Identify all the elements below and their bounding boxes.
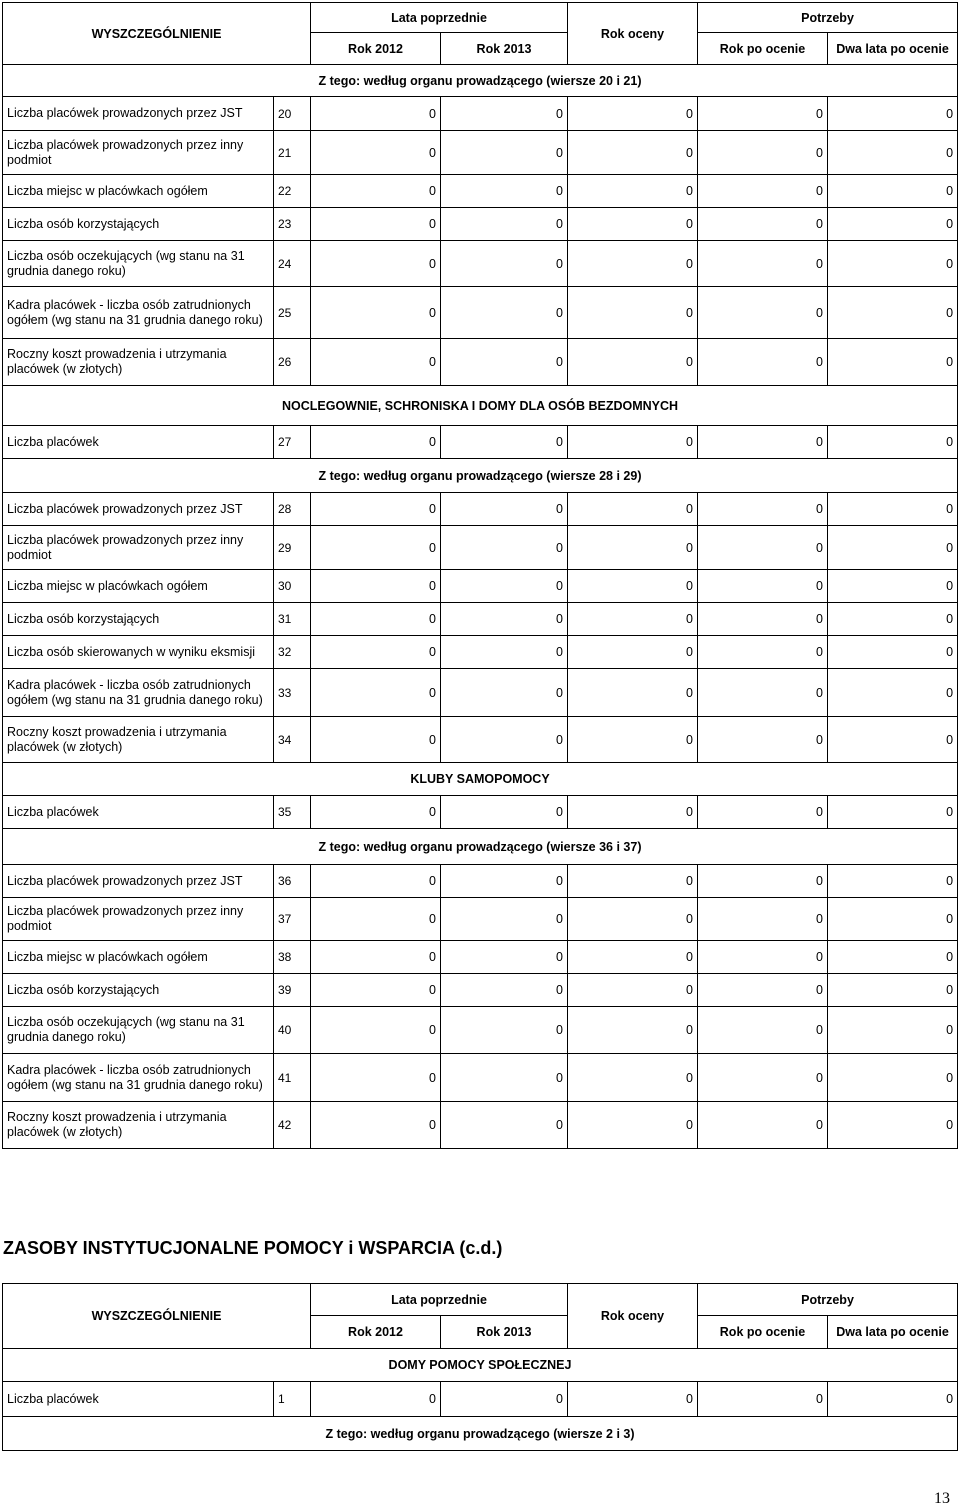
- section-heading: Z tego: według organu prowadzącego (wiersze 2 i 3): [3, 1417, 958, 1451]
- value-cell: 0: [568, 241, 698, 287]
- section-heading: Z tego: według organu prowadzącego (wiersze 36 i 37): [3, 829, 958, 865]
- value-cell: 0: [828, 1007, 958, 1054]
- value-cell: 0: [568, 1382, 698, 1417]
- value-cell: 0: [568, 131, 698, 175]
- value-cell: 0: [568, 287, 698, 339]
- table-row: [3, 717, 958, 763]
- value-cell: 0: [311, 570, 441, 603]
- row-label: Liczba placówek prowadzonych przez JST: [3, 865, 274, 898]
- value-cell: 0: [828, 526, 958, 570]
- value-cell: 0: [698, 1007, 828, 1054]
- row-number: 22: [274, 175, 311, 208]
- value-cell: 0: [698, 603, 828, 636]
- table-body: [3, 65, 958, 1149]
- table-row: [3, 1007, 958, 1054]
- value-cell: 0: [828, 175, 958, 208]
- value-cell: 0: [311, 1382, 441, 1417]
- value-cell: 0: [441, 241, 568, 287]
- value-cell: 0: [311, 175, 441, 208]
- table-row: [3, 1382, 958, 1417]
- header-rok-2013: Rok 2013: [441, 1316, 568, 1349]
- value-cell: 0: [441, 898, 568, 941]
- table-row: [3, 526, 958, 570]
- row-number: 25: [274, 287, 311, 339]
- table-row: [3, 208, 958, 241]
- value-cell: 0: [311, 1007, 441, 1054]
- resources-table-2: [2, 1283, 958, 1451]
- value-cell: 0: [568, 426, 698, 459]
- row-label: Liczba placówek prowadzonych przez JST: [3, 97, 274, 131]
- section-row: [3, 386, 958, 426]
- table-row: [3, 1054, 958, 1102]
- header-dwa-lata-po-ocenie: Dwa lata po ocenie: [828, 33, 958, 65]
- value-cell: 0: [441, 1102, 568, 1149]
- value-cell: 0: [441, 493, 568, 526]
- row-number: 39: [274, 974, 311, 1007]
- row-number: 40: [274, 1007, 311, 1054]
- header-rok-2012: Rok 2012: [311, 33, 441, 65]
- header-rok-po-ocenie: Rok po ocenie: [698, 1316, 828, 1349]
- value-cell: 0: [698, 493, 828, 526]
- row-number: 20: [274, 97, 311, 131]
- value-cell: 0: [828, 287, 958, 339]
- section-row: [3, 1417, 958, 1451]
- value-cell: 0: [698, 208, 828, 241]
- section-title: ZASOBY INSTYTUCJONALNE POMOCY i WSPARCIA (c.d.): [3, 1238, 503, 1258]
- table-row: [3, 426, 958, 459]
- value-cell: 0: [828, 493, 958, 526]
- section-heading: KLUBY SAMOPOMOCY: [3, 763, 958, 796]
- value-cell: 0: [568, 97, 698, 131]
- value-cell: 0: [698, 241, 828, 287]
- section-heading: Z tego: według organu prowadzącego (wiersze 28 i 29): [3, 459, 958, 493]
- value-cell: 0: [698, 865, 828, 898]
- value-cell: 0: [568, 339, 698, 386]
- value-cell: 0: [441, 339, 568, 386]
- resources-table-1: [2, 2, 958, 1149]
- table-row: [3, 1102, 958, 1149]
- section-row: [3, 829, 958, 865]
- row-number: 26: [274, 339, 311, 386]
- value-cell: 0: [441, 717, 568, 763]
- row-number: 37: [274, 898, 311, 941]
- value-cell: 0: [828, 603, 958, 636]
- value-cell: 0: [828, 1054, 958, 1102]
- table-row: [3, 287, 958, 339]
- row-label: Liczba osób skierowanych w wyniku eksmisji: [3, 636, 274, 669]
- section-row: [3, 459, 958, 493]
- value-cell: 0: [311, 603, 441, 636]
- row-number: 32: [274, 636, 311, 669]
- value-cell: 0: [828, 796, 958, 829]
- header-rok-po-ocenie: Rok po ocenie: [698, 33, 828, 65]
- value-cell: 0: [441, 865, 568, 898]
- header-lata-poprzednie: Lata poprzednie: [311, 1284, 568, 1316]
- value-cell: 0: [828, 208, 958, 241]
- table-row: [3, 493, 958, 526]
- row-label: Liczba placówek: [3, 426, 274, 459]
- value-cell: 0: [698, 669, 828, 717]
- value-cell: 0: [311, 1054, 441, 1102]
- table-row: [3, 669, 958, 717]
- table-row: [3, 570, 958, 603]
- value-cell: 0: [828, 1102, 958, 1149]
- value-cell: 0: [441, 426, 568, 459]
- value-cell: 0: [698, 526, 828, 570]
- value-cell: 0: [568, 796, 698, 829]
- value-cell: 0: [698, 974, 828, 1007]
- row-number: 24: [274, 241, 311, 287]
- value-cell: 0: [441, 1054, 568, 1102]
- header-dwa-lata-po-ocenie: Dwa lata po ocenie: [828, 1316, 958, 1349]
- row-label: Liczba placówek prowadzonych przez inny podmiot: [3, 526, 274, 570]
- value-cell: 0: [311, 717, 441, 763]
- value-cell: 0: [698, 796, 828, 829]
- row-label: Liczba placówek: [3, 1382, 274, 1417]
- value-cell: 0: [568, 570, 698, 603]
- row-label: Liczba placówek: [3, 796, 274, 829]
- value-cell: 0: [441, 208, 568, 241]
- row-label: Liczba osób korzystających: [3, 974, 274, 1007]
- value-cell: 0: [311, 526, 441, 570]
- value-cell: 0: [311, 865, 441, 898]
- header-lata-poprzednie: Lata poprzednie: [311, 3, 568, 33]
- row-number: 35: [274, 796, 311, 829]
- value-cell: 0: [828, 570, 958, 603]
- header-rok-oceny: Rok oceny: [568, 3, 698, 65]
- row-label: Liczba osób oczekujących (wg stanu na 31 grudnia danego roku): [3, 1007, 274, 1054]
- value-cell: 0: [568, 898, 698, 941]
- value-cell: 0: [698, 1382, 828, 1417]
- header-potrzeby: Potrzeby: [698, 3, 958, 33]
- table-row: [3, 241, 958, 287]
- row-label: Liczba placówek prowadzonych przez JST: [3, 493, 274, 526]
- value-cell: 0: [311, 796, 441, 829]
- table-row: [3, 97, 958, 131]
- value-cell: 0: [698, 426, 828, 459]
- row-label: Liczba miejsc w placówkach ogółem: [3, 570, 274, 603]
- value-cell: 0: [698, 898, 828, 941]
- value-cell: 0: [311, 339, 441, 386]
- section-heading: NOCLEGOWNIE, SCHRONISKA I DOMY DLA OSÓB BEZDOMNYCH: [3, 386, 958, 426]
- value-cell: 0: [568, 865, 698, 898]
- value-cell: 0: [441, 97, 568, 131]
- value-cell: 0: [698, 717, 828, 763]
- value-cell: 0: [698, 570, 828, 603]
- row-label: Liczba miejsc w placówkach ogółem: [3, 175, 274, 208]
- value-cell: 0: [441, 131, 568, 175]
- table-row: [3, 131, 958, 175]
- value-cell: 0: [568, 1102, 698, 1149]
- value-cell: 0: [311, 97, 441, 131]
- row-number: 41: [274, 1054, 311, 1102]
- section-row: [3, 65, 958, 97]
- value-cell: 0: [568, 1007, 698, 1054]
- row-label: Kadra placówek - liczba osób zatrudnionych ogółem (wg stanu na 31 grudnia danego roku): [3, 1054, 274, 1102]
- value-cell: 0: [698, 131, 828, 175]
- value-cell: 0: [568, 208, 698, 241]
- value-cell: 0: [828, 669, 958, 717]
- table-row: [3, 339, 958, 386]
- value-cell: 0: [698, 175, 828, 208]
- row-label: Liczba osób oczekujących (wg stanu na 31 grudnia danego roku): [3, 241, 274, 287]
- value-cell: 0: [828, 865, 958, 898]
- row-number: 30: [274, 570, 311, 603]
- row-label: Liczba miejsc w placówkach ogółem: [3, 941, 274, 974]
- value-cell: 0: [568, 526, 698, 570]
- value-cell: 0: [698, 636, 828, 669]
- row-number: 31: [274, 603, 311, 636]
- value-cell: 0: [441, 974, 568, 1007]
- value-cell: 0: [828, 636, 958, 669]
- value-cell: 0: [311, 208, 441, 241]
- row-label: Roczny koszt prowadzenia i utrzymania placówek (w złotych): [3, 339, 274, 386]
- value-cell: 0: [568, 669, 698, 717]
- table-body: [3, 1349, 958, 1451]
- row-number: 38: [274, 941, 311, 974]
- value-cell: 0: [698, 287, 828, 339]
- row-number: 33: [274, 669, 311, 717]
- value-cell: 0: [828, 898, 958, 941]
- value-cell: 0: [828, 339, 958, 386]
- value-cell: 0: [441, 175, 568, 208]
- value-cell: 0: [828, 241, 958, 287]
- section-row: [3, 763, 958, 796]
- table-row: [3, 636, 958, 669]
- table-row: [3, 175, 958, 208]
- value-cell: 0: [311, 1102, 441, 1149]
- value-cell: 0: [698, 1054, 828, 1102]
- row-number: 23: [274, 208, 311, 241]
- header-wyszczegolnienie: WYSZCZEGÓLNIENIE: [3, 3, 311, 65]
- table-row: [3, 974, 958, 1007]
- value-cell: 0: [311, 636, 441, 669]
- row-label: Liczba placówek prowadzonych przez inny podmiot: [3, 131, 274, 175]
- value-cell: 0: [311, 941, 441, 974]
- row-number: 29: [274, 526, 311, 570]
- row-label: Liczba osób korzystających: [3, 208, 274, 241]
- value-cell: 0: [441, 287, 568, 339]
- value-cell: 0: [311, 287, 441, 339]
- row-number: 27: [274, 426, 311, 459]
- value-cell: 0: [441, 603, 568, 636]
- value-cell: 0: [828, 941, 958, 974]
- value-cell: 0: [568, 717, 698, 763]
- value-cell: 0: [441, 570, 568, 603]
- value-cell: 0: [698, 941, 828, 974]
- value-cell: 0: [568, 175, 698, 208]
- value-cell: 0: [311, 898, 441, 941]
- header-potrzeby: Potrzeby: [698, 1284, 958, 1316]
- row-number: 36: [274, 865, 311, 898]
- value-cell: 0: [441, 669, 568, 717]
- row-label: Kadra placówek - liczba osób zatrudnionych ogółem (wg stanu na 31 grudnia danego roku): [3, 287, 274, 339]
- value-cell: 0: [441, 1382, 568, 1417]
- value-cell: 0: [698, 97, 828, 131]
- value-cell: 0: [441, 1007, 568, 1054]
- row-number: 21: [274, 131, 311, 175]
- section-heading: DOMY POMOCY SPOŁECZNEJ: [3, 1349, 958, 1382]
- value-cell: 0: [828, 974, 958, 1007]
- value-cell: 0: [441, 526, 568, 570]
- value-cell: 0: [568, 1054, 698, 1102]
- value-cell: 0: [311, 493, 441, 526]
- value-cell: 0: [828, 1382, 958, 1417]
- value-cell: 0: [311, 241, 441, 287]
- section-heading: Z tego: według organu prowadzącego (wiersze 20 i 21): [3, 65, 958, 97]
- section-row: [3, 1349, 958, 1382]
- value-cell: 0: [311, 669, 441, 717]
- value-cell: 0: [828, 717, 958, 763]
- header-wyszczegolnienie: WYSZCZEGÓLNIENIE: [3, 1284, 311, 1349]
- value-cell: 0: [828, 131, 958, 175]
- value-cell: 0: [698, 1102, 828, 1149]
- value-cell: 0: [698, 339, 828, 386]
- table-row: [3, 796, 958, 829]
- row-label: Roczny koszt prowadzenia i utrzymania placówek (w złotych): [3, 1102, 274, 1149]
- row-label: Kadra placówek - liczba osób zatrudnionych ogółem (wg stanu na 31 grudnia danego roku): [3, 669, 274, 717]
- value-cell: 0: [828, 97, 958, 131]
- table-row: [3, 603, 958, 636]
- value-cell: 0: [568, 941, 698, 974]
- table-row: [3, 898, 958, 941]
- header-rok-2012: Rok 2012: [311, 1316, 441, 1349]
- value-cell: 0: [568, 603, 698, 636]
- value-cell: 0: [568, 493, 698, 526]
- value-cell: 0: [441, 796, 568, 829]
- value-cell: 0: [441, 636, 568, 669]
- header-rok-2013: Rok 2013: [441, 33, 568, 65]
- value-cell: 0: [311, 131, 441, 175]
- value-cell: 0: [311, 426, 441, 459]
- row-number: 42: [274, 1102, 311, 1149]
- row-number: 1: [274, 1382, 311, 1417]
- value-cell: 0: [568, 636, 698, 669]
- row-number: 34: [274, 717, 311, 763]
- value-cell: 0: [311, 974, 441, 1007]
- page-number: 13: [934, 1490, 950, 1507]
- row-label: Liczba osób korzystających: [3, 603, 274, 636]
- table-row: [3, 865, 958, 898]
- header-rok-oceny: Rok oceny: [568, 1284, 698, 1349]
- value-cell: 0: [441, 941, 568, 974]
- row-label: Roczny koszt prowadzenia i utrzymania placówek (w złotych): [3, 717, 274, 763]
- value-cell: 0: [828, 426, 958, 459]
- row-label: Liczba placówek prowadzonych przez inny podmiot: [3, 898, 274, 941]
- value-cell: 0: [568, 974, 698, 1007]
- row-number: 28: [274, 493, 311, 526]
- table-row: [3, 941, 958, 974]
